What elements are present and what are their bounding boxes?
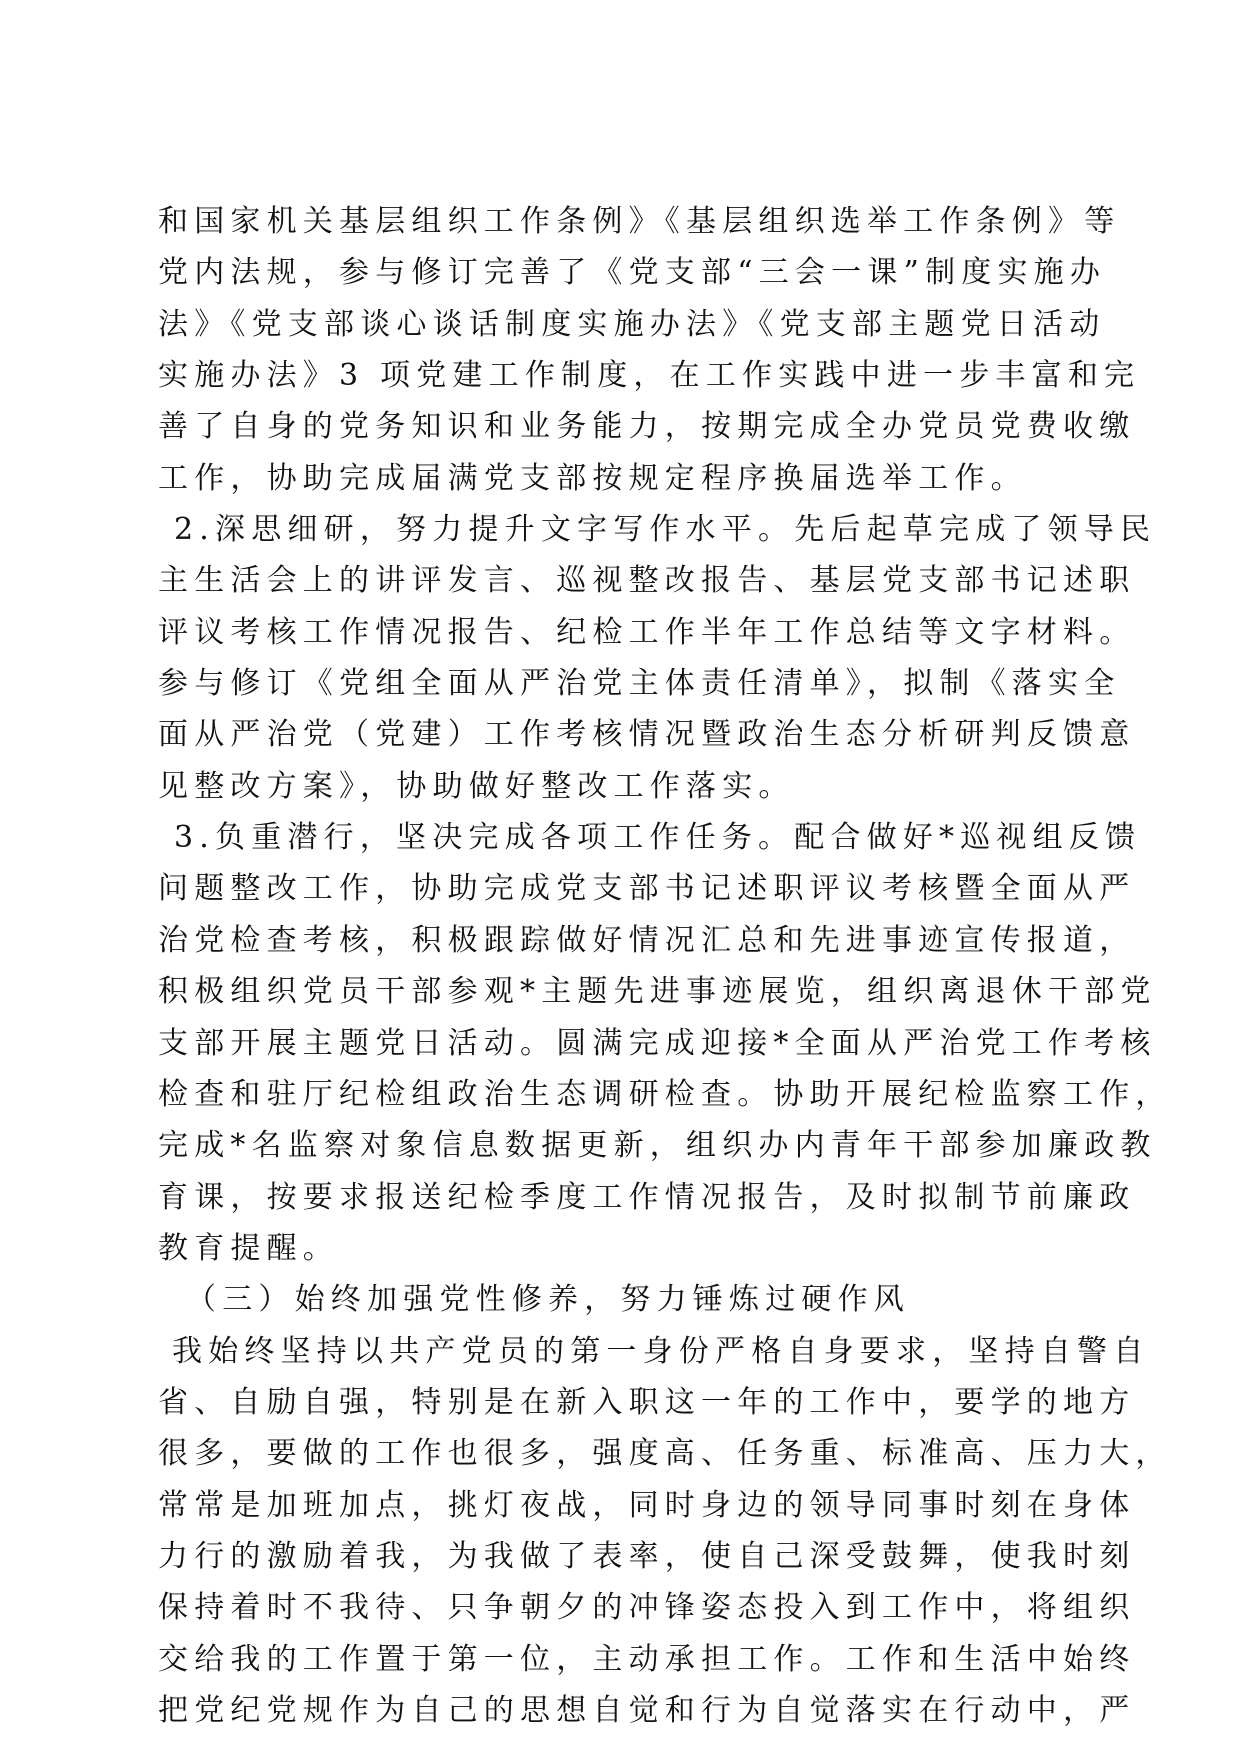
text-line: 育课，按要求报送纪检季度工作情况报告，及时拟制节前廉政: [158, 1179, 1136, 1215]
text-line: 善了自身的党务知识和业务能力，按期完成全办党员党费收缴: [158, 409, 1136, 445]
text-line: 保持着时不我待、只争朝夕的冲锋姿态投入到工作中，将组织: [158, 1590, 1136, 1626]
text-line: 把党纪党规作为自己的思想自觉和行为自觉落实在行动中，严: [158, 1692, 1136, 1728]
section-heading: （三）始终加强党性修养，努力锤炼过硬作风: [186, 1282, 910, 1318]
text-line: 实施办法》3 项党建工作制度，在工作实践中进一步丰富和完: [158, 358, 1141, 394]
text-line: 和国家机关基层组织工作条例》《基层组织选举工作条例》等: [158, 204, 1121, 239]
document-body: [158, 196, 1172, 1736]
text-line: 参与修订《党组全面从严治党主体责任清单》，拟制《落实全: [158, 666, 1121, 702]
text-line: 检查和驻厅纪检组政治生态调研检查。协助开展纪检监察工作，: [158, 1076, 1172, 1112]
text-line: 评议考核工作情况报告、纪检工作半年工作总结等文字材料。: [158, 614, 1136, 650]
text-line: 问题整改工作，协助完成党支部书记述职评议考核暨全面从严: [158, 871, 1136, 907]
text-line: 主生活会上的讲评发言、巡视整改报告、基层党支部书记述职: [158, 563, 1136, 599]
text-line: 法》《党支部谈心谈话制度实施办法》《党支部主题党日活动: [158, 306, 1106, 342]
text-line: 面从严治党（党建）工作考核情况暨政治生态分析研判反馈意: [158, 717, 1136, 753]
text-line: 完成*名监察对象信息数据更新，组织办内青年干部参加廉政教: [158, 1128, 1157, 1164]
text-line: 积极组织党员干部参观*主题先进事迹展览，组织离退休干部党: [158, 974, 1157, 1010]
paragraph-start-line: 3.负重潜行，坚决完成各项工作任务。配合做好*巡视组反馈: [174, 820, 1142, 856]
text-line: 省、自励自强，特别是在新入职这一年的工作中，要学的地方: [158, 1384, 1136, 1420]
text-line: 很多，要做的工作也很多，强度高、任务重、标准高、压力大，: [158, 1436, 1172, 1472]
text-line: 交给我的工作置于第一位，主动承担工作。工作和生活中始终: [158, 1641, 1136, 1677]
text-line: 党内法规，参与修订完善了《党支部“三会一课”制度实施办: [158, 255, 1107, 291]
text-line: 治党检查考核，积极跟踪做好情况汇总和先进事迹宣传报道，: [158, 922, 1136, 958]
text-line: 工作，协助完成届满党支部按规定程序换届选举工作。: [158, 460, 1027, 496]
text-line: 见整改方案》，协助做好整改工作落实。: [158, 768, 795, 804]
text-line: 常常是加班加点，挑灯夜战，同时身边的领导同事时刻在身体: [158, 1487, 1136, 1523]
text-line: 支部开展主题党日活动。圆满完成迎接*全面从严治党工作考核: [158, 1025, 1157, 1061]
text-line: 力行的激励着我，为我做了表率，使自己深受鼓舞，使我时刻: [158, 1538, 1136, 1574]
text-line: 教育提醒。: [158, 1230, 339, 1266]
paragraph-start-line: 2.深思细研，努力提升文字写作水平。先后起草完成了领导民: [174, 512, 1157, 548]
paragraph-start-line: 我始终坚持以共产党员的第一身份严格自身要求，坚持自警自: [172, 1333, 1150, 1369]
